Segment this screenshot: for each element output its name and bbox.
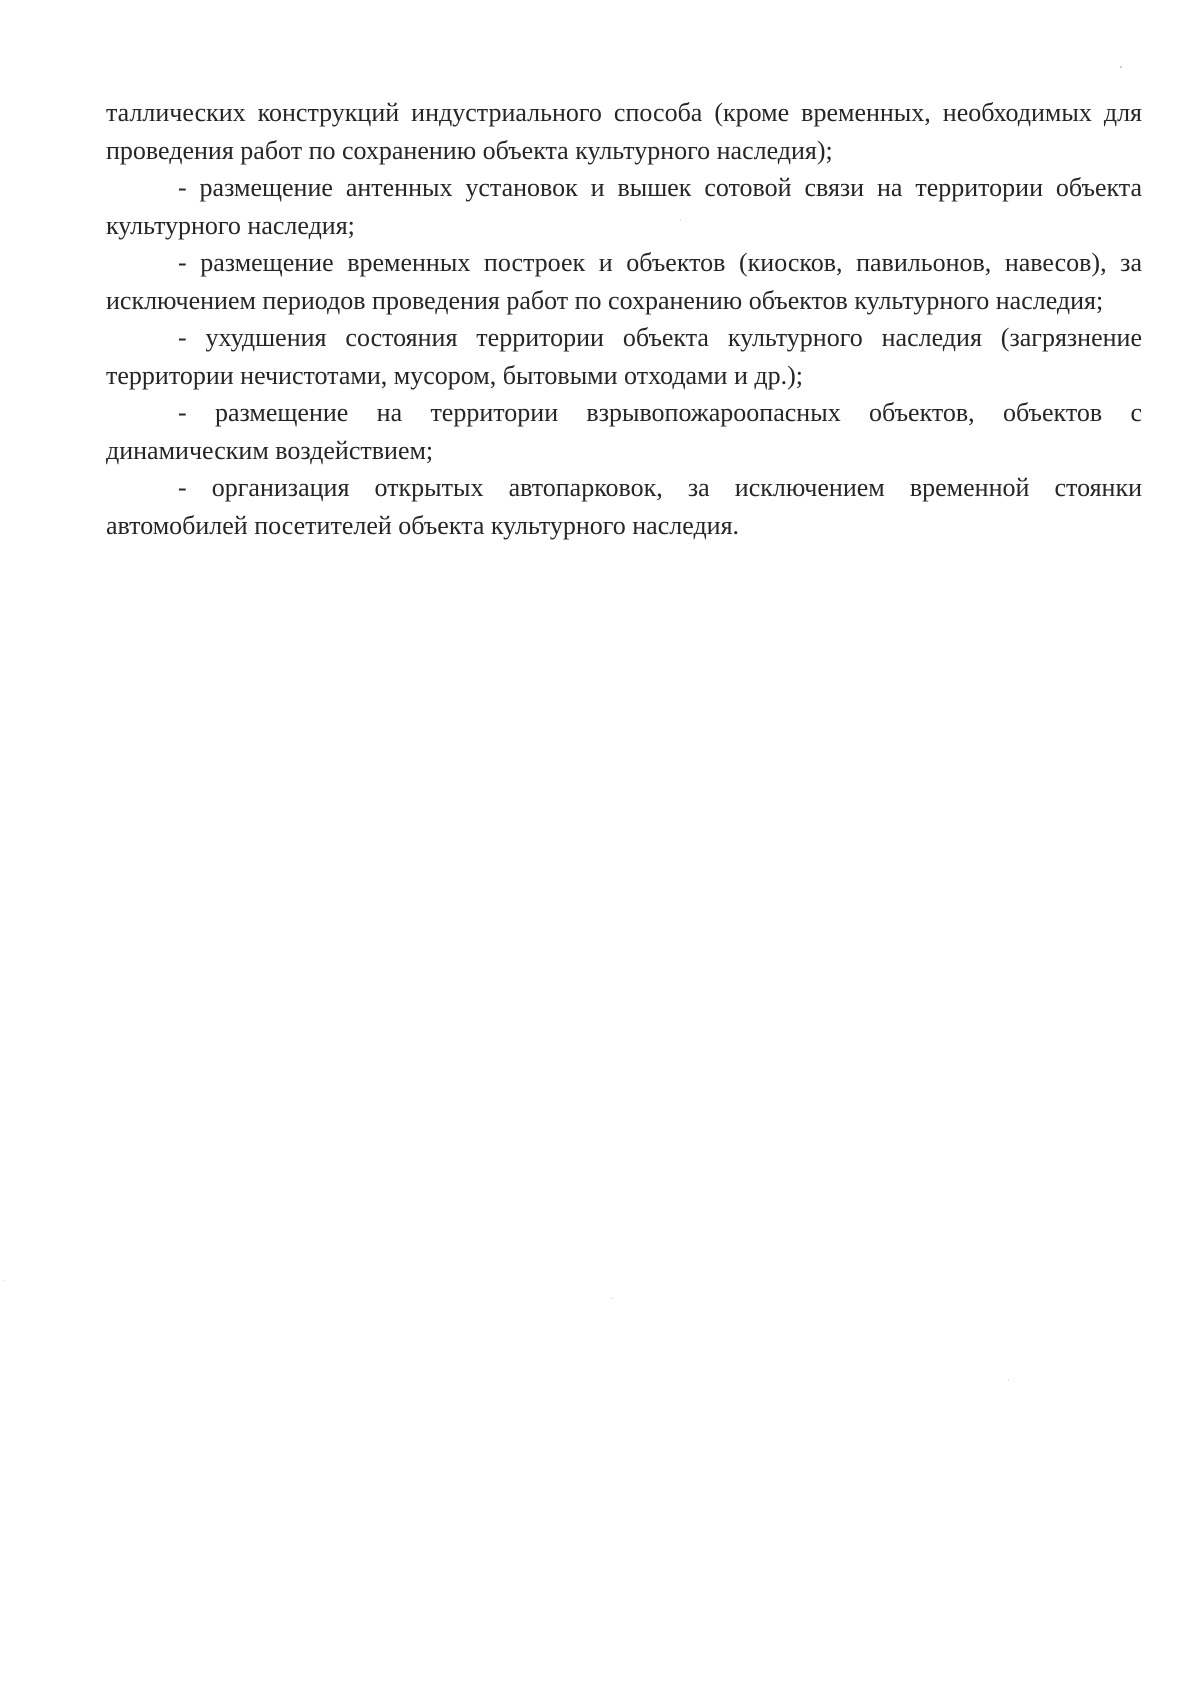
- list-item-antennas: - размещение антенных установок и вышек сотовой связи на территории объекта культурного наследия;: [106, 173, 1142, 240]
- scan-speck: [680, 220, 681, 221]
- list-item-territory-degradation: - ухудшения состояния территории объекта культурного наследия (загрязнение территории нечистотами, мусором, бытовыми отходами и др.);: [106, 323, 1142, 390]
- scan-speck: [612, 1298, 613, 1299]
- scan-speck: [4, 1280, 5, 1281]
- scan-speck: [1120, 66, 1122, 68]
- scan-speck: [1008, 1380, 1009, 1381]
- paragraph-continuation: таллических конструкций индустриального способа (кроме временных, необходимых для проведения работ по сохранению объекта культурного наследия);: [106, 98, 1142, 165]
- list-item-parking: - организация открытых автопарковок, за исключением временной стоянки автомобилей посетителей объекта культурного наследия.: [106, 473, 1142, 540]
- list-item-temporary-buildings: - размещение временных построек и объектов (киосков, павильонов, навесов), за исключением периодов проведения работ по сохранению объектов культурного наследия;: [106, 248, 1142, 315]
- document-body: [106, 94, 1142, 544]
- list-item-hazardous-objects: - размещение на территории взрывопожароопасных объектов, объектов с динамическим воздействием;: [106, 398, 1142, 465]
